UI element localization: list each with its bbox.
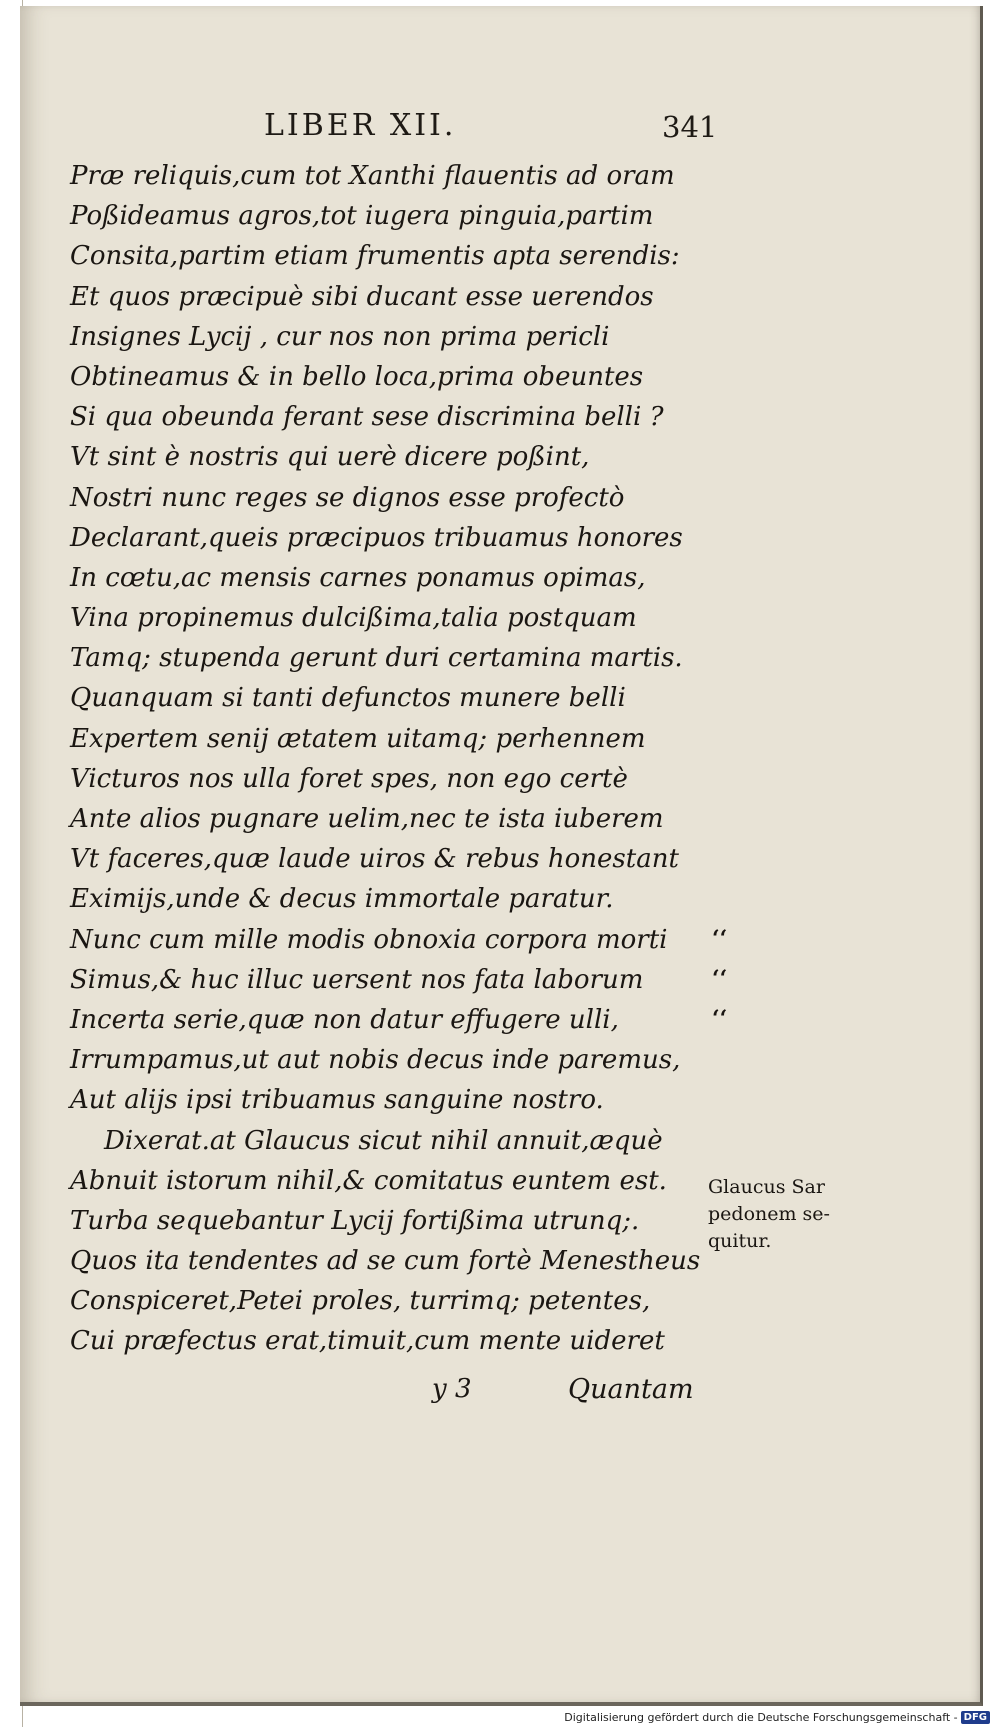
- verse-line: Poßideamus agros,tot iugera pinguia,partim: [70, 201, 654, 232]
- running-head: LIBER XII.: [264, 108, 457, 143]
- verse-line: Expertem senij ætatem uitamq; perhennem: [70, 723, 646, 754]
- verse-line: Consita,partim etiam frumentis apta serendis:: [70, 241, 680, 272]
- verse-line: Turba sequebantur Lycij fortißima utrunq;.: [70, 1205, 640, 1236]
- book-page: [20, 6, 983, 1706]
- quotation-marks-column: [712, 926, 742, 1047]
- verse-line: Vina propinemus dulcißima,talia postquam: [70, 603, 637, 634]
- catchword: Quantam: [568, 1374, 694, 1405]
- quotation-mark: ‘‘: [712, 1006, 728, 1033]
- page-number: 341: [662, 110, 718, 144]
- verse-line: Nunc cum mille modis obnoxia corpora morti: [70, 924, 668, 955]
- quotation-mark: ‘‘: [712, 966, 728, 993]
- verse-line: Abnuit istorum nihil,& comitatus euntem est.: [70, 1165, 667, 1196]
- verse-block: [70, 156, 701, 1362]
- verse-line: Nostri nunc reges se dignos esse profectò: [70, 482, 625, 513]
- verse-line: Victuros nos ulla foret spes, non ego certè: [70, 763, 628, 794]
- verse-line: Quos ita tendentes ad se cum fortè Menestheus: [70, 1246, 701, 1277]
- verse-line: Et quos præcipuè sibi ducant esse uerendos: [70, 281, 654, 312]
- verse-line: Dixerat.at Glaucus sicut nihil annuit,æquè: [104, 1125, 663, 1156]
- page-header: [20, 108, 980, 148]
- verse-line: Vt sint è nostris qui uerè dicere poßint,: [70, 442, 590, 473]
- verse-line: Conspiceret,Petei proles, turrimq; petentes,: [70, 1286, 651, 1317]
- marginal-note-line: Glaucus Sar: [708, 1176, 825, 1198]
- marginal-note-line: quitur.: [708, 1230, 772, 1252]
- signature-mark: y 3: [432, 1374, 472, 1404]
- verse-line: Tamq; stupenda gerunt duri certamina martis.: [70, 643, 683, 674]
- verse-line: Præ reliquis,cum tot Xanthi flauentis ad oram: [70, 161, 675, 191]
- verse-line: Eximijs,unde & decus immortale paratur.: [70, 884, 614, 915]
- verse-line: Ante alios pugnare uelim,nec te ista iuberem: [70, 804, 664, 834]
- verse-line: Insignes Lycij , cur nos non prima pericli: [70, 321, 610, 352]
- dfg-logo-icon: DFG: [961, 1711, 990, 1724]
- verse-line: Declarant,queis præcipuos tribuamus honores: [70, 522, 683, 553]
- verse-line: Vt faceres,quæ laude uiros & rebus honestant: [70, 844, 679, 875]
- verse-line: Quanquam si tanti defunctos munere belli: [70, 683, 626, 714]
- funding-notice: [564, 1711, 990, 1724]
- funding-text: Digitalisierung gefördert durch die Deutsche Forschungsgemeinschaft -: [564, 1711, 958, 1724]
- verse-line: Cui præfectus erat,timuit,cum mente uideret: [70, 1326, 665, 1357]
- verse-line: Aut alijs ipsi tribuamus sanguine nostro.: [70, 1085, 604, 1116]
- verse-line: Obtineamus & in bello loca,prima obeuntes: [70, 361, 644, 392]
- marginal-note: [708, 1174, 858, 1255]
- verse-line: In cœtu,ac mensis carnes ponamus opimas,: [70, 562, 646, 593]
- marginal-note-line: pedonem se-: [708, 1203, 830, 1225]
- verse-line: Simus,& huc illuc uersent nos fata laborum: [70, 964, 644, 995]
- verse-line: Irrumpamus,ut aut nobis decus inde paremus,: [70, 1045, 681, 1076]
- quotation-mark: ‘‘: [712, 926, 728, 952]
- verse-line: Si qua obeunda ferant sese discrimina belli ?: [70, 402, 664, 433]
- verse-line: Incerta serie,quæ non datur effugere ulli,: [70, 1004, 619, 1035]
